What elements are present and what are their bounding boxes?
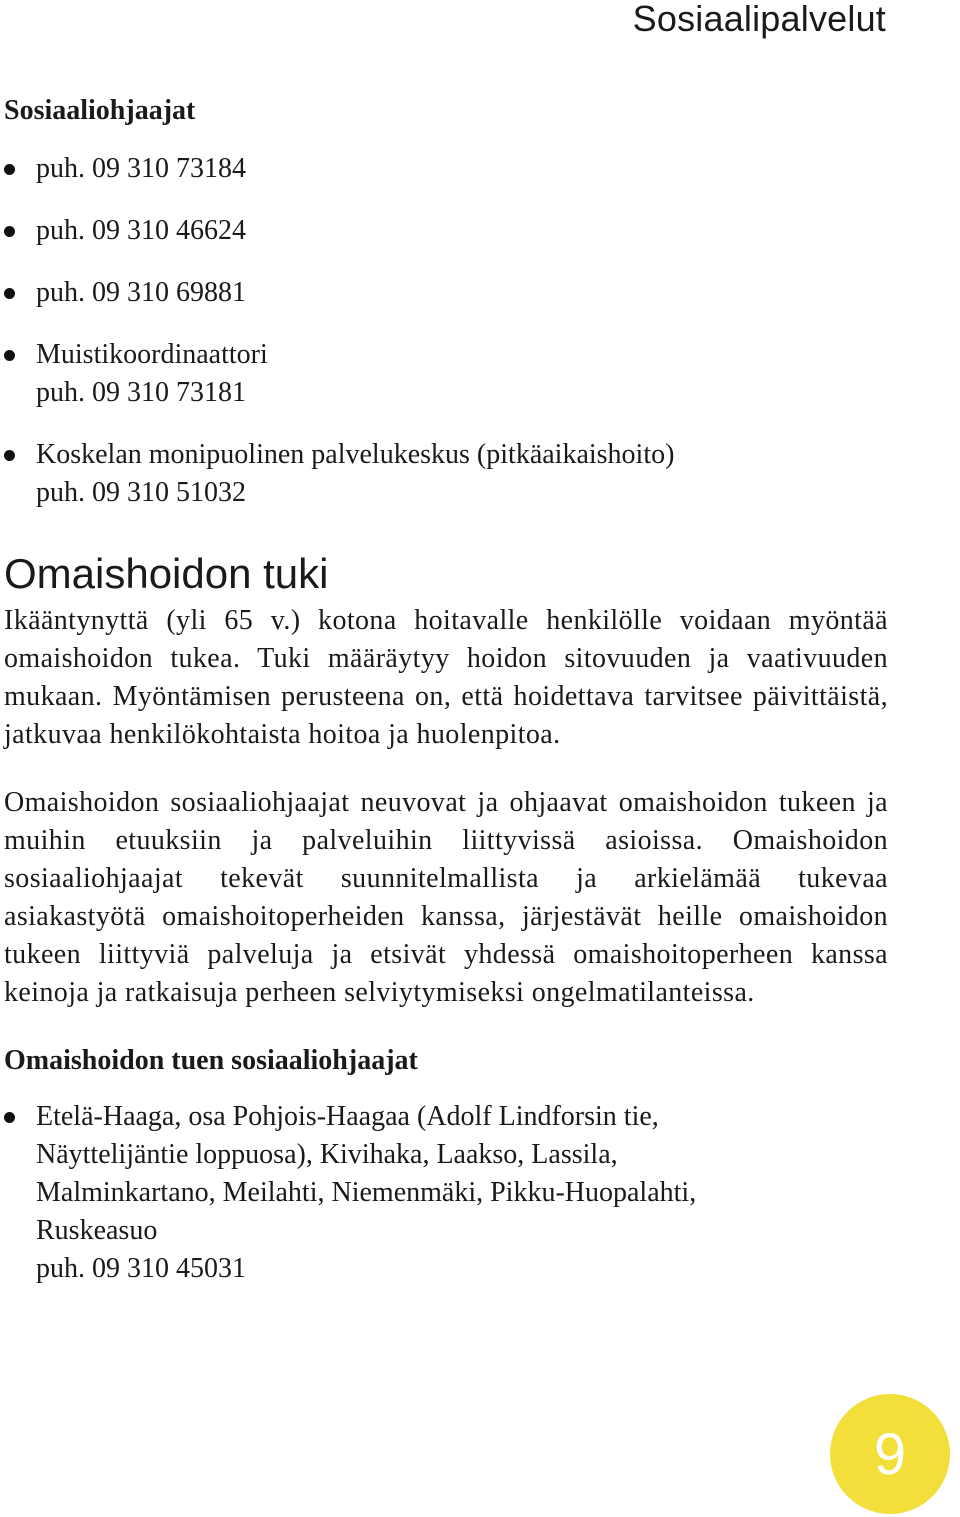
page-number-badge [830,1394,950,1514]
list-item-line: puh. 09 310 73184 [36,153,246,184]
section-title: Sosiaalipalvelut [632,0,886,39]
list-item [4,274,888,312]
page-number: 9 [873,1421,907,1487]
list-item [4,436,888,512]
list-item-line: puh. 09 310 45031 [36,1253,246,1284]
area-list [4,1098,888,1288]
list-item-line: Malminkartano, Meilahti, Niemenmäki, Pikku-Huopalahti, [36,1177,697,1208]
list-item-line: Koskelan monipuolinen palvelukeskus (pitkäaikaishoito) [36,439,675,470]
body-paragraph: Omaishoidon sosiaaliohjaajat neuvovat ja ohjaavat omaishoidon tukeen ja muihin etuuksiin ja palveluihin liittyvissä asioissa. Omaishoidon sosiaaliohjaajat tekevät suunnitelmallista ja arkielämää tukevaa asiakastyötä omaishoitoperheiden kanssa, järjestävät heille omaishoidon tukeen liittyviä palveluja ja etsivät yhdessä omaishoitoperheen kanssa keinoja ja ratkaisuja perheen selviytymiseksi ongelmatilanteissa. [4,787,888,1008]
list-item-line: Näyttelijäntie loppuosa), Kivihaka, Laakso, Lassila, [36,1139,618,1170]
heading-omaishoidon-tuen-sosiaaliohjaajat: Omaishoidon tuen sosiaaliohjaajat [4,1045,418,1076]
list-item-line: puh. 09 310 46624 [36,215,246,246]
list-item-line: puh. 09 310 73181 [36,377,246,408]
list-item [4,212,888,250]
body-paragraph: Ikääntynyttä (yli 65 v.) kotona hoitavalle henkilölle voidaan myöntää omaishoidon tukea. Tuki määräytyy hoidon sitovuuden ja vaativuuden mukaan. Myöntämisen perusteena on, että hoidettava tarvitsee päivittäistä, jatkuvaa henkilökohtaista hoitoa ja huolenpitoa. [4,605,888,750]
list-item [4,150,888,188]
page-content [4,92,888,1288]
list-item-line: puh. 09 310 51032 [36,477,246,508]
contact-list [4,150,888,512]
list-item-line: Etelä-Haaga, osa Pohjois-Haagaa (Adolf Lindforsin tie, [36,1101,659,1132]
list-item [4,1098,888,1288]
list-item-line: puh. 09 310 69881 [36,277,246,308]
list-item [4,336,888,412]
section-heading-omaishoidon-tuki: Omaishoidon tuki [4,550,329,597]
list-item-line: Ruskeasuo [36,1215,158,1246]
heading-sosiaaliohjaajat: Sosiaaliohjaajat [4,95,196,126]
list-item-line: Muistikoordinaattori [36,339,268,370]
